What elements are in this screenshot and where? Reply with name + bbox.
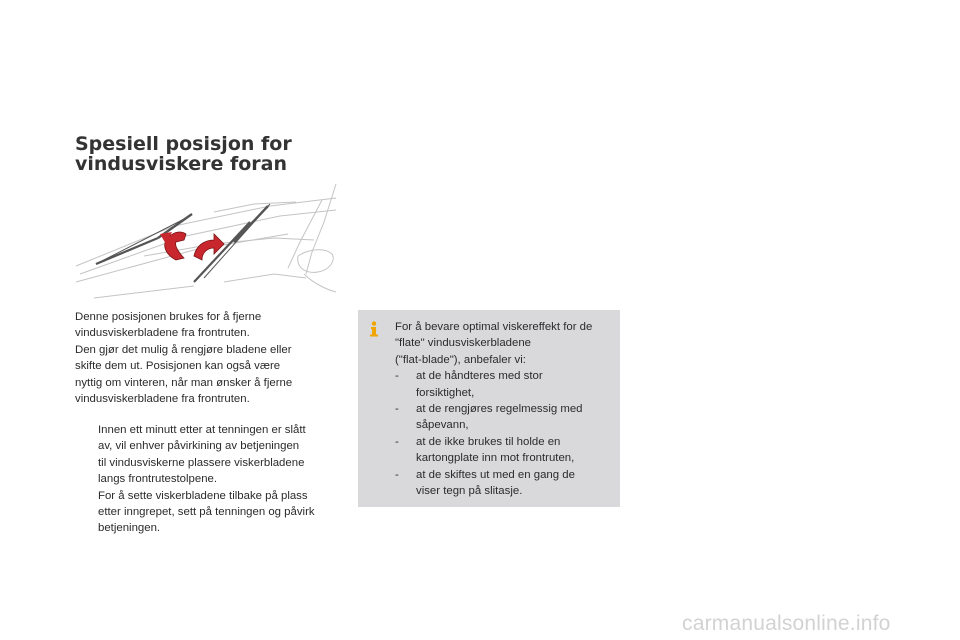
info-intro-line: For å bevare optimal viskereffekt for de <box>395 321 593 333</box>
intro-paragraph <box>75 309 350 407</box>
dash-marker: - <box>395 435 399 448</box>
instruction-list <box>75 422 350 537</box>
page-title-line: vindusviskere foran <box>75 153 287 175</box>
intro-line: vindusviskerbladene fra frontruten. <box>75 327 250 340</box>
instruction-line: For å sette viskerbladene tilbake på plass <box>98 489 308 502</box>
wiper-service-position-illustration <box>74 182 338 302</box>
page-title-line: Spesiell posisjon for <box>75 133 292 155</box>
instruction-line: betjeningen. <box>98 522 161 535</box>
dash-marker: - <box>395 370 399 383</box>
recommendation-line: viser tegn på slitasje. <box>416 485 523 498</box>
info-intro-line: ("flat-blade"), anbefaler vi: <box>395 353 526 366</box>
recommendation-item <box>395 434 617 467</box>
intro-line: skifte dem ut. Posisjonen kan også være <box>75 360 281 373</box>
info-icon <box>367 321 381 337</box>
instruction-line: Innen ett minutt etter at tenningen er slått <box>98 424 306 436</box>
recommendation-line: at de skiftes ut med en gang de <box>416 468 575 481</box>
recommendation-line: at de rengjøres regelmessig med <box>416 403 583 416</box>
instruction-item <box>75 488 350 537</box>
recommendation-line: at de ikke brukes til holde en <box>416 435 561 448</box>
recommendation-line: såpevann, <box>416 419 469 432</box>
dash-marker: - <box>395 468 399 481</box>
instruction-line: til vindusviskerne plassere viskerbladene <box>98 456 305 469</box>
info-box <box>358 310 620 507</box>
recommendation-item <box>395 401 617 434</box>
page-title <box>75 134 375 174</box>
instruction-line: etter inngrepet, sett på tenningen og påvirk <box>98 506 315 519</box>
recommendation-item <box>395 467 617 500</box>
intro-line: vindusviskerbladene fra frontruten. <box>75 393 250 406</box>
instruction-line: av, vil enhver påvirkining av betjeningen <box>98 440 300 453</box>
recommendation-list <box>395 368 617 499</box>
instruction-line: langs frontrutestolpene. <box>98 473 218 486</box>
recommendation-line: forsiktighet, <box>416 386 475 399</box>
watermark-link[interactable]: carmanualsonline.info <box>682 612 891 635</box>
recommendation-line: at de håndteres med stor <box>416 370 543 383</box>
recommendation-line: kartongplate inn mot frontruten, <box>416 452 575 465</box>
dash-marker: - <box>395 403 399 416</box>
recommendation-item <box>395 368 617 401</box>
instruction-item <box>75 422 350 488</box>
info-intro-line: "flate" vindusviskerbladene <box>395 337 531 350</box>
wiper-blades <box>96 204 270 282</box>
intro-line: nyttig om vinteren, når man ønsker å fjerne <box>75 376 293 389</box>
intro-line: Denne posisjonen brukes for å fjerne <box>75 311 262 323</box>
rotation-arrows <box>160 232 224 260</box>
info-text <box>395 319 617 499</box>
intro-line: Den gjør det mulig å rengjøre bladene eller <box>75 343 292 356</box>
